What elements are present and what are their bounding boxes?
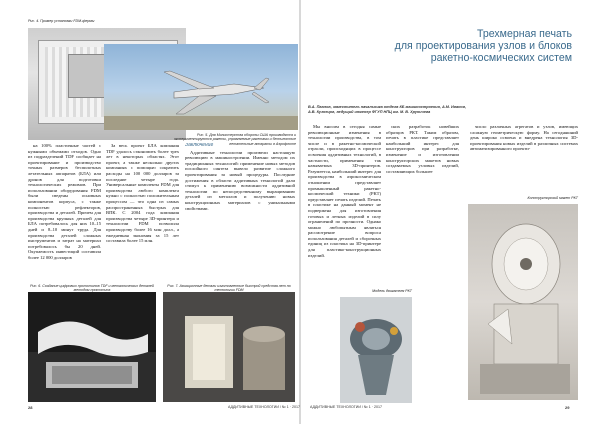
article-title-line-3: ракетно-космических систем [430,52,572,65]
fig9-engine-model-photo [340,297,412,403]
fig8-caption: Конструкторский макет РКТ [527,196,578,200]
right-page-number: 29 [565,405,570,410]
fig6-caption: Рис. 6. Создание цифровых прототипов TDF и металлических деталей методом прототипа [30,284,154,293]
fig7-aviation-parts-photo [163,292,295,402]
right-journal-footer: АДДИТИВНЫЕ ТЕХНОЛОГИИ / № 1 · 2017 [310,405,382,409]
left-column-2 [106,143,179,285]
article-title-line-1: Трехмерная печать [476,28,572,40]
authors-line-1: В.А. Павлов, заместитель начальника отдела КБ машиностроения, А.М. Иванов, [308,105,467,109]
right-column-2-text: ских разработок новейших образцов РКТ. Таким образом, печать в пластике представляет наибольший интерес для конструкторов при разработке, изменение и изготовлении конструкторских макетов новых создаваемых узловых изделий, составляющих большее [386,124,459,174]
left-column-3-text: Аддитивные технологии произвели настоящую революцию в машиностроении. Именно методом их традиционных технологий: применение новых методов послойного синтеза вывело развитие сложного проектирования за новый процедуры. Последние достижения в области аддитивных технологий дали стимул к применению возможности аддитивной технологии по непосредственному выращиванию деталей из металлов и получению новых конструкционных материалов с уникальными свойствами. [185,149,295,211]
left-column-1-text: на 100% пластичные частей с нужными объемами отходов. Одно из подразделений TDF сообщает на проектирование и производство точных размеров беспилотных летательных аппаратов (БЛА) или дронов для подготовки технологических режимов. При использовании оборудования FDM были сведены основных компонентов корпуса, с также полностью рефлекторов, производства и деталей. Причем для производства крупных деталей для БЛА потребовалось для них 10–15 дней и 8–10 минут труда. Для производства деталей сложных инструментов и затрат на материал потребовалось бы 20 дней. Окупаемость инвестиций составила более 12 000 долларов [28,143,101,260]
fig5-uav-photo [104,44,298,130]
left-page-number: 28 [28,405,33,410]
page-gutter [299,0,301,424]
fig7-caption: Рис. 7. Авиационные детали изготовленные быстрой средства лет по технологии FDM [167,284,291,293]
fig8-design-mockup-photo [468,204,578,400]
right-column-2 [386,124,459,216]
left-column-3 [185,143,295,285]
right-column-1-text: Мы вносим в сегодня самые революционные изменения в технологии производства, в том числе и в ракетно-космической отрасли, происходящих в процессе освоения аддитивных технологий, в частности, применения так называемых 3D-принтеров. Разумеется, наибольший интерес для производства в аэрокосмическом отношении представляет промышленный ракетно-космический техники (РКТ) представляет печать изделий. Печать в пластике на данный момент не подвержена для изготовления готовых и летных изделий в силу ограничений по прочности. Однако можно любопытным являться рассмотрение вопроса использования деталей и сборочных единиц из пластика на 3D-принтере для пластико-конструкционных изделий. [308,124,381,258]
right-column-3 [470,124,578,192]
fig4-caption: Рис. 4. Пример установки FDM-фермы [28,19,95,23]
conclusion-heading: Заключение [185,143,214,148]
fig6-digital-prototypes-photo [28,292,156,402]
article-title-line-2: для проектирования узлов и блоков [394,40,572,53]
left-column-2-text: За весь проект БЛА компания TDF удалось сэкономить более трех лет в некоторых областях. Этот проект, а также несколько других компаниях с помощью сократить расходы на 100 000 долларов за последние четыре года. Универсальные комплекты FDM для производства любого комплекта нужно с полностью положительным процессом — что одна из самых распространенных быстрых для ВПК. С 2004 года компания производства четыре 3D-принтера и технологии FDM позволила производству более 16 млн долл., а ежедневная экономия за 15 лет составила более 15 млн. [106,143,179,244]
left-journal-footer: АДДИТИВНЫЕ ТЕХНОЛОГИИ / № 1 · 2017 [228,405,300,409]
article-authors [308,105,576,115]
fig9-caption: Модель двигателя РКТ [372,289,412,293]
article-title [342,28,572,65]
left-column-1 [28,143,101,285]
authors-line-2: А.В. Кузнецов, ведущий инженер ФГУП НПЦ им. М. В. Хруничева [308,109,431,114]
fig5-caption: Рис. 5. Для Министерства обороны США производятся и экспериментируются ракеты, управляемые ракетами и беспилотные летательные аппараты в Аэрофлоте [174,133,296,146]
right-column-1 [308,124,381,292]
right-column-3-text: число различных агрегатов и узлов, имеющих сложную геометрическую форму. На сегодняшний день широко освоена и внедрена технология 3D-проектирования новых изделий в различных системах автоматизированного проекти- [470,124,578,152]
